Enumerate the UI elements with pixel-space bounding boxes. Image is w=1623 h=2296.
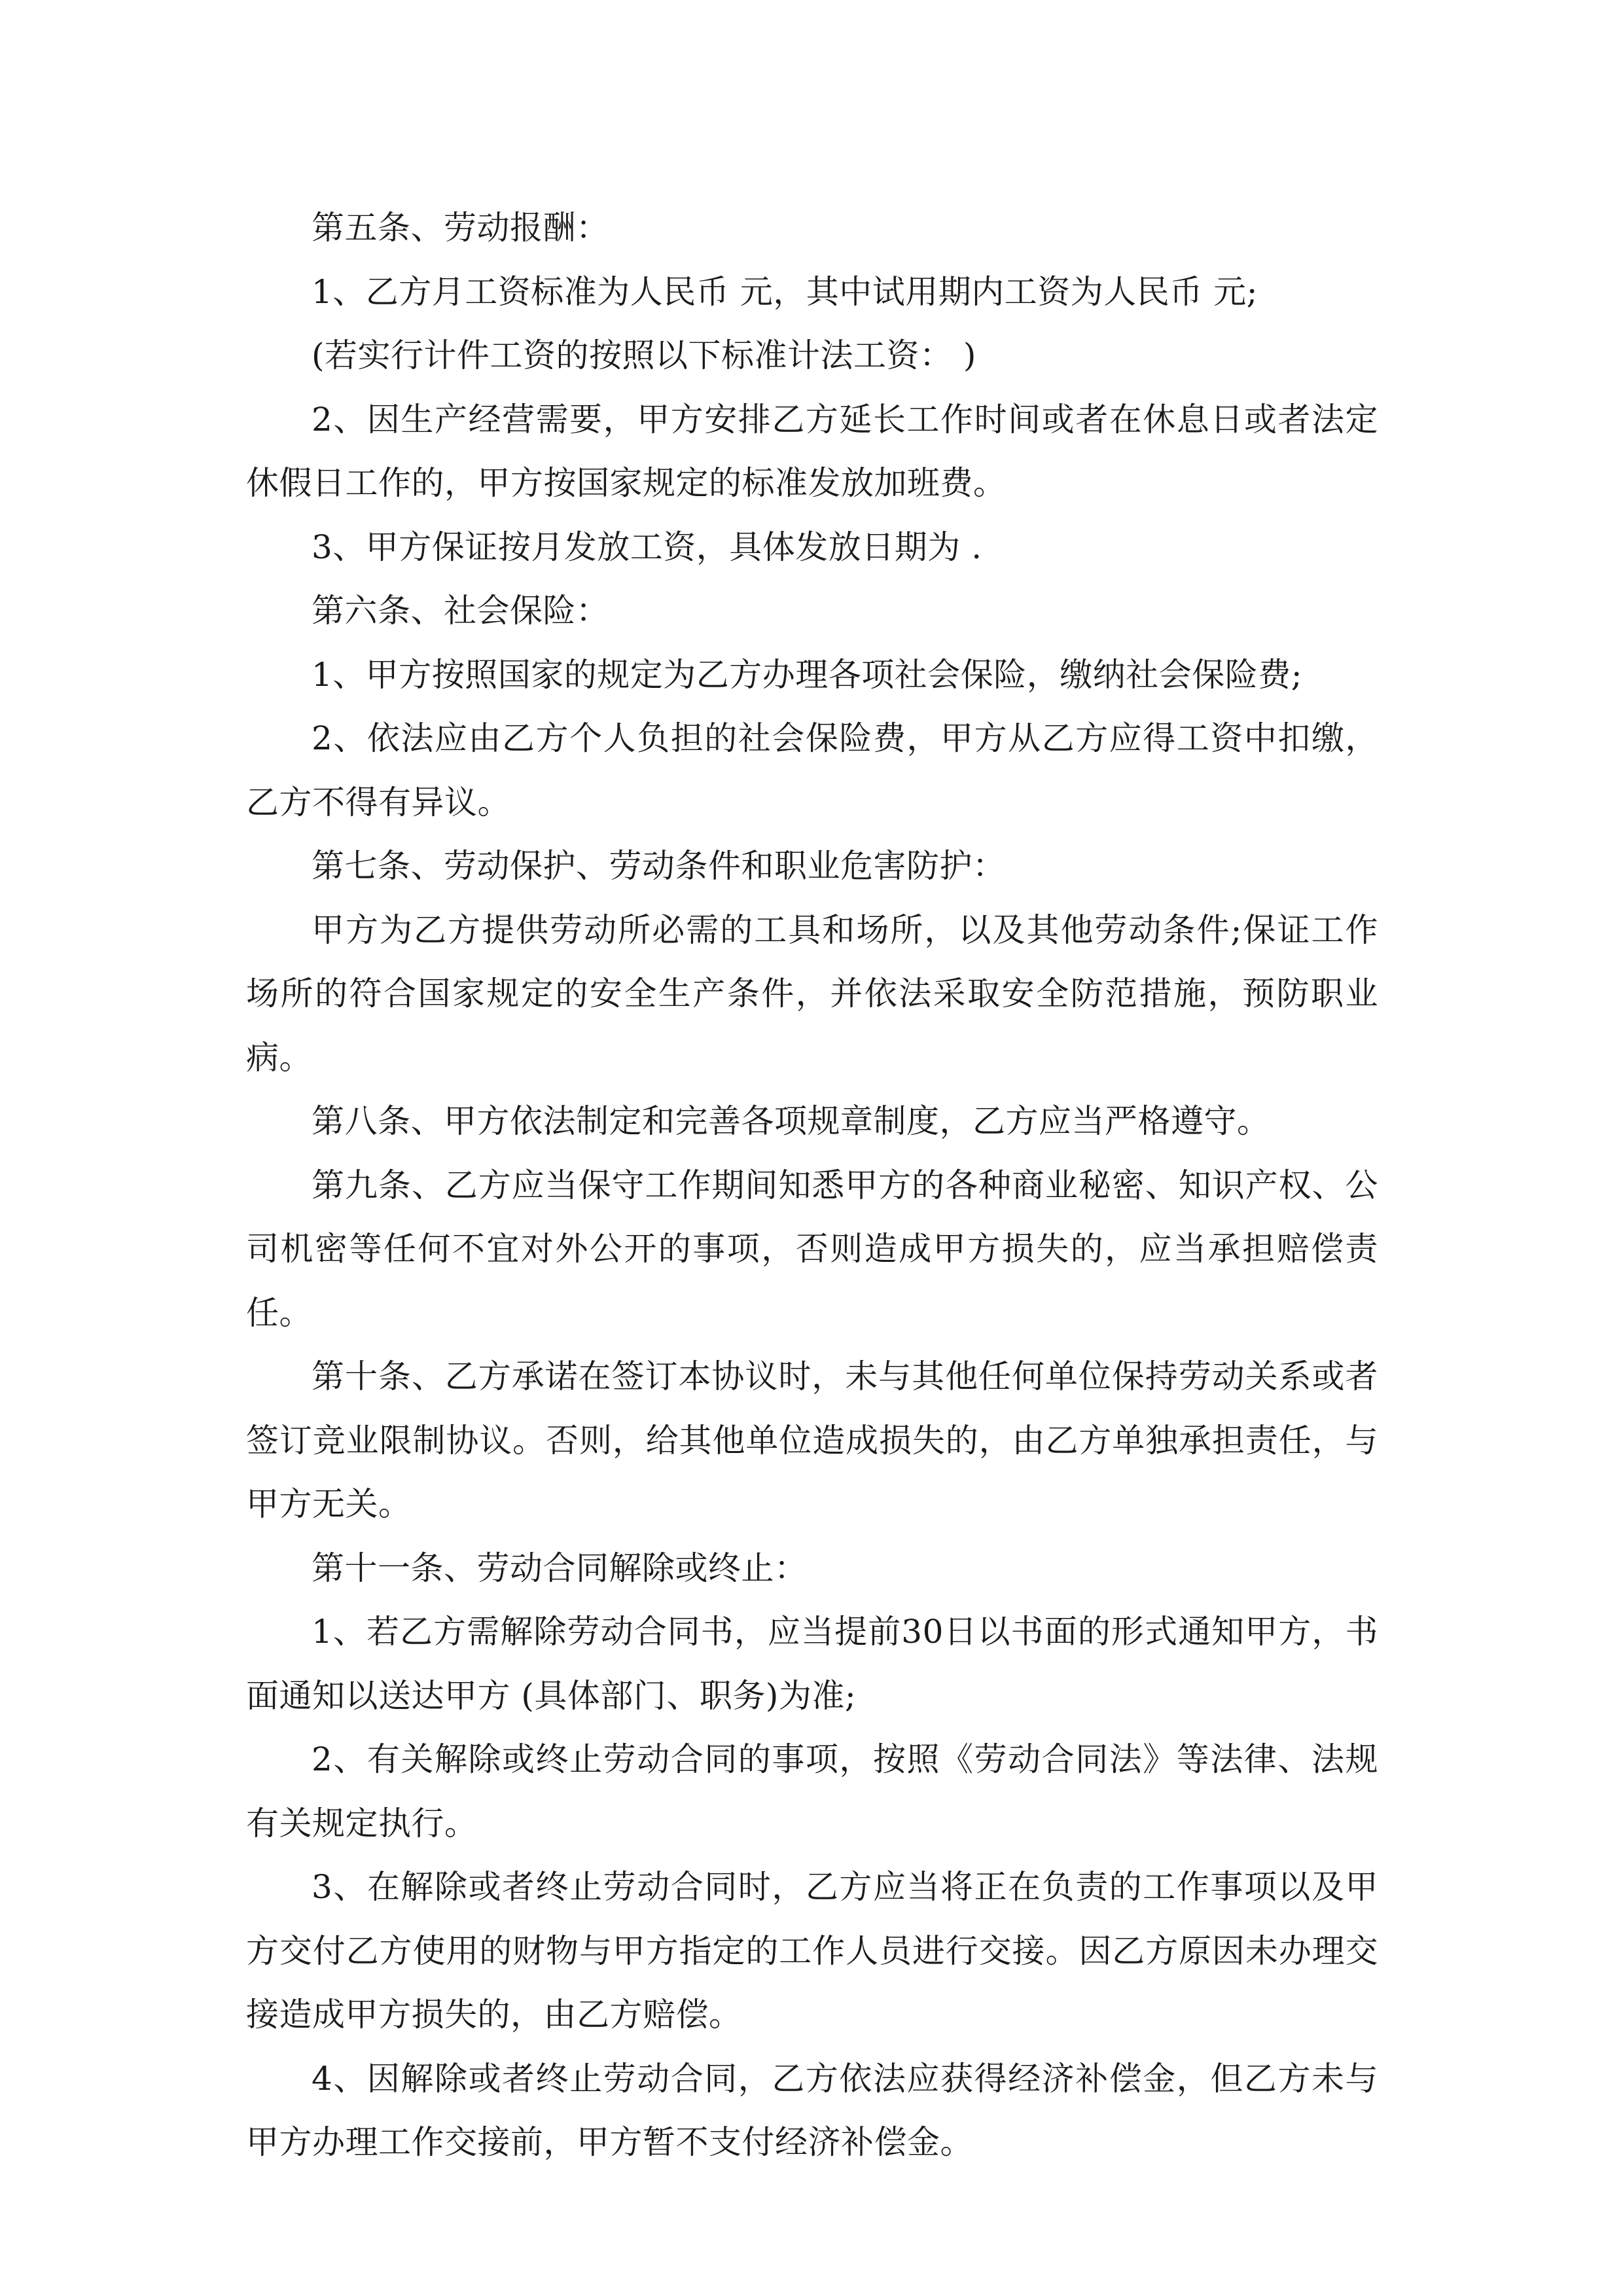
article-11-heading: 第十一条、劳动合同解除或终止：	[312, 1549, 808, 1587]
article-5-clause-1: 1、乙方月工资标准为人民币 元，其中试用期内工资为人民币 元;	[312, 272, 1258, 311]
article-11-clause-3: 3、在解除或者终止劳动合同时，乙方应当将正在负责的工作事项以及甲方交付乙方使用的财物与甲方指定的工作人员进行交接。因乙方原因未办理交接造成甲方损失的，由乙方赔偿。	[246, 1868, 1378, 2034]
article-5-heading: 第五条、劳动报酬：	[312, 209, 609, 247]
article-6-clause-1: 1、甲方按照国家的规定为乙方办理各项社会保险，缴纳社会保险费;	[312, 655, 1303, 694]
article-5-clause-3: 3、甲方保证按月发放工资，具体发放日期为 .	[312, 528, 982, 566]
article-5-piecework-note: (若实行计件工资的按照以下标准计法工资： )	[312, 336, 976, 374]
article-11-clause-1: 1、若乙方需解除劳动合同书，应当提前30日以书面的形式通知甲方，书面通知以送达甲方 (具体部门、职务)为准;	[246, 1613, 1378, 1715]
article-7-heading: 第七条、劳动保护、劳动条件和职业危害防护：	[312, 847, 1006, 885]
article-11-clause-2: 2、有关解除或终止劳动合同的事项，按照《劳动合同法》等法律、法规有关规定执行。	[246, 1740, 1378, 1842]
article-5-clause-2: 2、因生产经营需要，甲方安排乙方延长工作时间或者在休息日或者法定休假日工作的，甲方按国家规定的标准发放加班费。	[246, 400, 1378, 502]
article-10: 第十条、乙方承诺在签订本协议时，未与其他任何单位保持劳动关系或者签订竞业限制协议。否则，给其他单位造成损失的，由乙方单独承担责任，与甲方无关。	[246, 1357, 1378, 1523]
article-8: 第八条、甲方依法制定和完善各项规章制度，乙方应当严格遵守。	[312, 1102, 1270, 1140]
document-body	[246, 196, 1378, 2175]
article-11-clause-4: 4、因解除或者终止劳动合同，乙方依法应获得经济补偿金，但乙方未与甲方办理工作交接前，甲方暂不支付经济补偿金。	[246, 2059, 1378, 2161]
article-6-heading: 第六条、社会保险：	[312, 592, 609, 630]
article-6-clause-2: 2、依法应由乙方个人负担的社会保险费，甲方从乙方应得工资中扣缴，乙方不得有异议。	[246, 719, 1378, 821]
article-7-body: 甲方为乙方提供劳动所必需的工具和场所，以及其他劳动条件;保证工作场所的符合国家规定的安全生产条件，并依法采取安全防范措施，预防职业病。	[246, 910, 1378, 1077]
article-9: 第九条、乙方应当保守工作期间知悉甲方的各种商业秘密、知识产权、公司机密等任何不宜对外公开的事项，否则造成甲方损失的，应当承担赔偿责任。	[246, 1166, 1378, 1332]
